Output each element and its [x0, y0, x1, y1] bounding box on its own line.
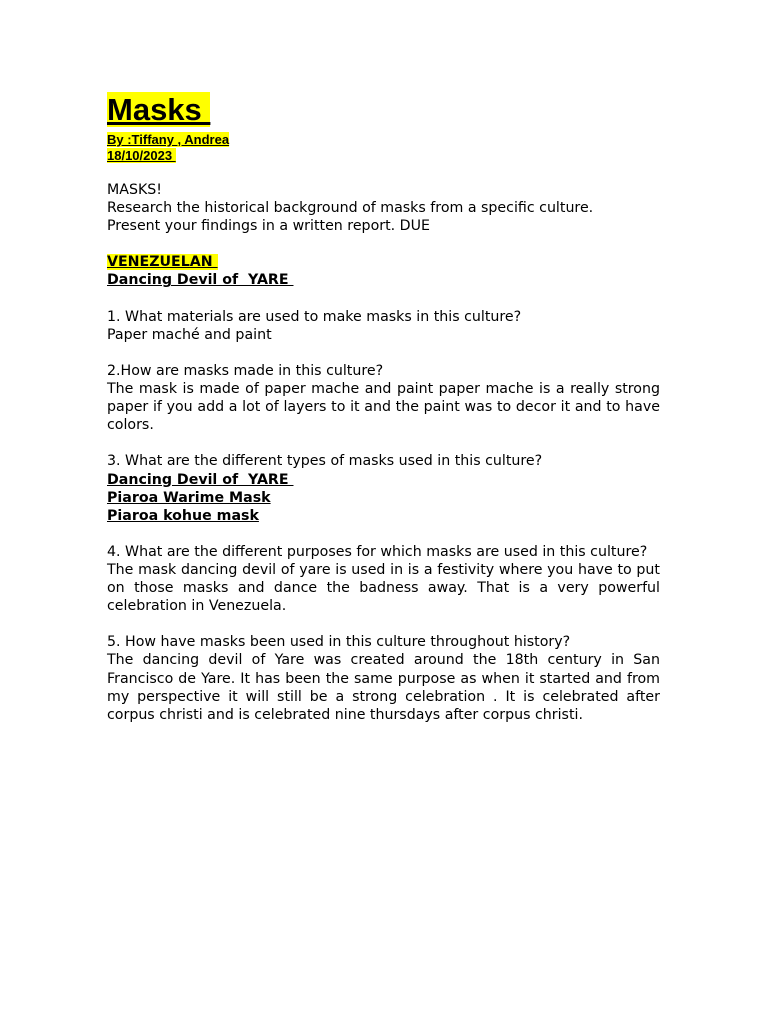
culture-heading: VENEZUELAN — [107, 254, 218, 271]
mask-type-item: Piaroa Warime Mask — [107, 489, 271, 506]
intro-line: Present your findings in a written report. DUE — [107, 218, 430, 235]
answer-5: The dancing devil of Yare was created around the 18th century in San Francisco de Yare. It has been the same purpose as when it started and from my perspective it will still be a strong celebration . It is celebrated after corpus christi and is celebrated nine thursdays after corpus christi. — [107, 652, 660, 723]
document-title: Masks — [107, 92, 211, 127]
mask-type-item: Dancing Devil of YARE — [107, 471, 294, 488]
document-page — [107, 92, 660, 724]
byline-block — [107, 132, 660, 164]
question-2: 2.How are masks made in this culture? — [107, 362, 384, 379]
answer-4: The mask dancing devil of yare is used in is a festivity where you have to put on those masks and dance the badness away. That is a very powerful celebration in Venezuela. — [107, 561, 660, 615]
answer-1: Paper maché and paint — [107, 326, 272, 343]
mask-name-heading: Dancing Devil of YARE — [107, 272, 294, 289]
question-3: 3. What are the different types of masks used in this culture? — [107, 453, 543, 470]
author-line: By :Tiffany , Andrea — [107, 132, 230, 147]
question-1: 1. What materials are used to make masks in this culture? — [107, 308, 522, 325]
intro-paragraph — [107, 181, 660, 235]
intro-line: MASKS! — [107, 182, 162, 198]
answer-2: The mask is made of paper mache and paint paper mache is a really strong paper if you add a lot of layers to it and the paint was to decor it and to have colors. — [107, 381, 660, 434]
mask-type-item: Piaroa kohue mask — [107, 507, 259, 524]
intro-line: Research the historical background of masks from a specific culture. — [107, 200, 594, 217]
question-4: 4. What are the different purposes for which masks are used in this culture? — [107, 543, 648, 560]
question-5: 5. How have masks been used in this culture throughout history? — [107, 634, 571, 651]
date-line: 18/10/2023 — [107, 148, 176, 163]
